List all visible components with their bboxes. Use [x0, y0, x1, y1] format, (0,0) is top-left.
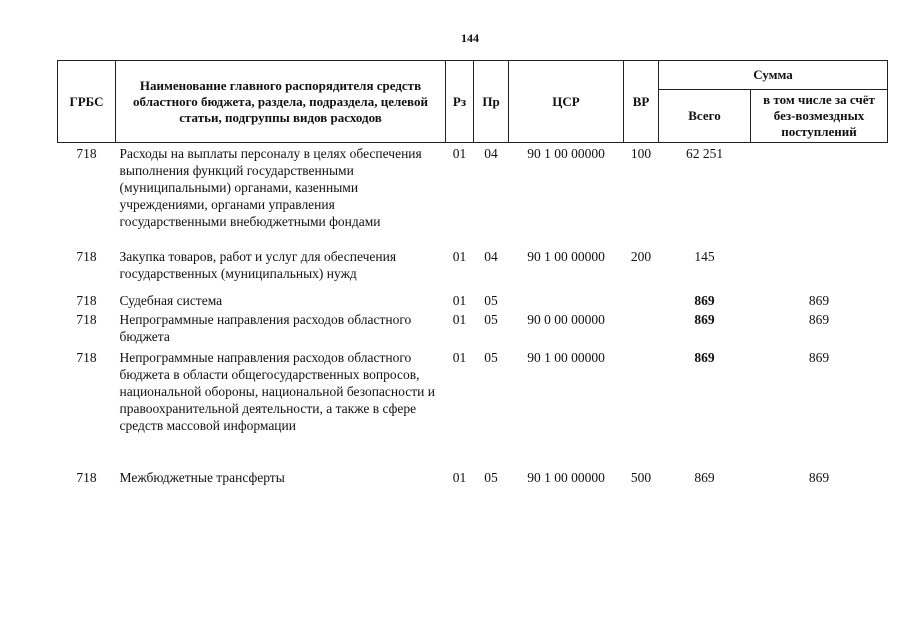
cell-grbs: 718: [76, 249, 97, 264]
cell-name: Непрограммные направления расходов областного бюджета: [119, 312, 412, 344]
table-row: [58, 345, 888, 469]
cell-grbs: 718: [76, 350, 97, 365]
table-row: [58, 143, 888, 249]
cell-csr: 90 0 00 00000: [527, 312, 605, 327]
cell-bezvozmezdnye: 869: [808, 312, 830, 327]
cell-bezvozmezdnye: 869: [808, 350, 830, 365]
header-summa: Сумма: [659, 61, 888, 90]
cell-bezvozmezdnye: [751, 143, 888, 249]
cell-name: Расходы на выплаты персоналу в целях обеспечения выполнения функций государственными (муниципальными) органами, казенными учреждениями, органами управления государственными внебюджетными фондами: [119, 146, 422, 229]
cell-grbs: 718: [76, 146, 97, 161]
header-name: Наименование главного распорядителя средств областного бюджета, раздела, подраздела, целевой статьи, подгруппы видов расходов: [116, 61, 446, 143]
cell-csr: 90 1 00 00000: [527, 470, 605, 485]
table-header: [58, 61, 888, 143]
table-row: [58, 309, 888, 345]
header-pr: Пр: [474, 61, 509, 143]
cell-grbs: 718: [76, 293, 97, 308]
cell-vsego: 869: [694, 470, 715, 485]
cell-vr: [624, 290, 659, 309]
cell-vr: [624, 345, 659, 469]
cell-vr: [624, 309, 659, 345]
cell-vsego: 145: [694, 249, 715, 264]
cell-name: Непрограммные направления расходов областного бюджета в области общегосударственных вопросов, национальной обороны, национальной безопасности и правоохранительной деятельности, а также в сфере средств массовой информации: [119, 350, 435, 433]
cell-name: Межбюджетные трансферты: [119, 470, 285, 485]
cell-bezvozmezdnye: 869: [808, 470, 830, 485]
cell-name: Судебная система: [119, 293, 223, 308]
cell-vsego: 869: [694, 293, 715, 308]
cell-rz: 01: [452, 293, 467, 308]
page-number: 144: [461, 31, 479, 45]
cell-pr: 05: [484, 470, 498, 485]
header-csr: ЦСР: [509, 61, 624, 143]
cell-vr: 500: [630, 470, 652, 485]
table-row: [58, 248, 888, 290]
cell-pr: 04: [484, 146, 498, 161]
cell-name: Закупка товаров, работ и услуг для обеспечения государственных (муниципальных) нужд: [119, 249, 397, 281]
cell-bezvozmezdnye: [751, 248, 888, 290]
cell-vsego: 62 251: [685, 146, 724, 161]
cell-vr: 100: [630, 146, 652, 161]
budget-table: [57, 60, 888, 489]
cell-vr: 200: [630, 249, 652, 264]
cell-pr: 05: [484, 350, 498, 365]
cell-csr: [509, 290, 624, 309]
cell-vsego: 869: [694, 350, 715, 365]
cell-bezvozmezdnye: 869: [808, 293, 830, 308]
table-row: [58, 469, 888, 489]
cell-rz: 01: [452, 312, 467, 327]
cell-rz: 01: [452, 249, 467, 264]
cell-grbs: 718: [76, 312, 97, 327]
cell-csr: 90 1 00 00000: [527, 249, 605, 264]
header-bezvozmezdnye: в том числе за счёт без-возмездных поступлений: [751, 90, 888, 143]
cell-vsego: 869: [694, 312, 715, 327]
header-vsego: Всего: [659, 90, 751, 143]
cell-pr: 04: [484, 249, 498, 264]
cell-pr: 05: [484, 312, 498, 327]
cell-csr: 90 1 00 00000: [527, 350, 605, 365]
cell-rz: 01: [452, 470, 467, 485]
cell-grbs: 718: [76, 470, 97, 485]
header-vr: ВР: [624, 61, 659, 143]
header-grbs: ГРБС: [58, 61, 116, 143]
table-row: [58, 290, 888, 309]
cell-rz: 01: [452, 146, 467, 161]
header-rz: Рз: [446, 61, 474, 143]
cell-pr: 05: [484, 293, 498, 308]
cell-csr: 90 1 00 00000: [527, 146, 605, 161]
cell-rz: 01: [452, 350, 467, 365]
